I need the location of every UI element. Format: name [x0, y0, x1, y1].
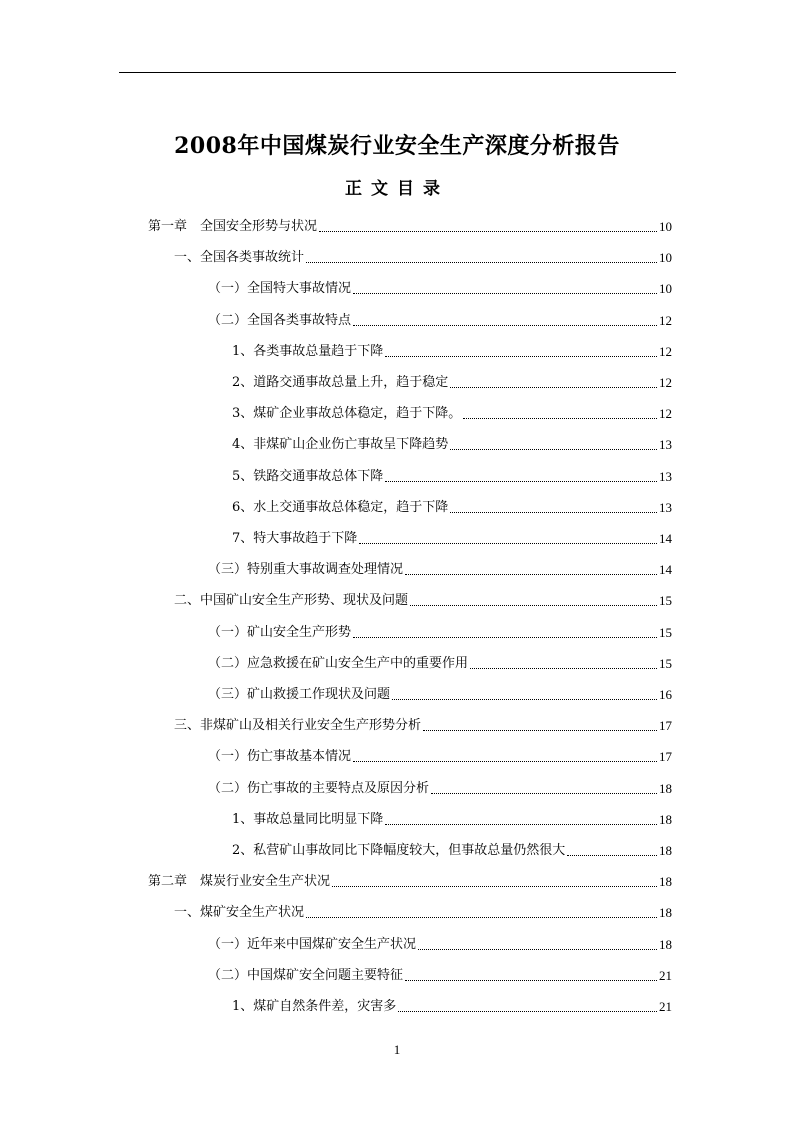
toc-entry-page: 18: [659, 937, 672, 952]
toc-entry-label: （二）应急救援在矿山安全生产中的重要作用: [208, 656, 469, 671]
toc-entry-label: （二）中国煤矿安全问题主要特征: [208, 968, 404, 983]
toc-entry-page: 17: [659, 749, 672, 764]
toc-entry[interactable]: [208, 273, 672, 297]
toc-entry-label: 1、事故总量同比明显下降: [232, 812, 384, 827]
toc-entry-page: 13: [659, 469, 672, 484]
toc-entry-label: 3、煤矿企业事故总体稳定，趋于下降。: [232, 406, 462, 421]
toc-entry-label: （一）全国特大事故情况: [208, 281, 352, 296]
toc-entry-label: （三）矿山救援工作现状及问题: [208, 687, 391, 702]
toc-entry[interactable]: [232, 367, 672, 391]
toc-entry-label: 6、水上交通事故总体稳定，趋于下降: [232, 500, 449, 515]
toc-dot-leader: [450, 387, 657, 388]
toc-dot-leader: [385, 824, 657, 825]
toc-entry-page: 10: [659, 281, 672, 296]
toc-entry-page: 15: [659, 656, 672, 671]
toc-entry-label: 一、煤矿安全生产状况: [174, 905, 305, 920]
toc-entry[interactable]: [232, 429, 672, 453]
toc-entry[interactable]: [208, 929, 672, 953]
toc-entry[interactable]: [174, 242, 672, 266]
toc-entry[interactable]: [232, 398, 672, 422]
toc-entry-page: 21: [659, 999, 672, 1014]
toc-entry[interactable]: [208, 773, 672, 797]
toc-dot-leader: [418, 949, 657, 950]
toc-entry-page: 18: [659, 905, 672, 920]
toc-entry-label: 7、特大事故趋于下降: [232, 531, 358, 546]
toc-entry-page: 18: [659, 781, 672, 796]
toc-dot-leader: [392, 699, 657, 700]
toc-entry[interactable]: [232, 991, 672, 1015]
toc-entry[interactable]: [174, 585, 672, 609]
toc-dot-leader: [450, 512, 657, 513]
toc-entry[interactable]: [208, 679, 672, 703]
toc-entry-page: 14: [659, 562, 672, 577]
toc-entry-label: （一）矿山安全生产形势: [208, 625, 352, 640]
toc-dot-leader: [353, 325, 657, 326]
toc-entry[interactable]: [232, 492, 672, 516]
toc-entry[interactable]: [232, 461, 672, 485]
toc-entry-page: 12: [659, 313, 672, 328]
toc-dot-leader: [359, 543, 657, 544]
toc-entry-page: 15: [659, 593, 672, 608]
toc-entry-page: 10: [659, 250, 672, 265]
toc-dot-leader: [567, 855, 657, 856]
toc-entry-page: 18: [659, 843, 672, 858]
toc-entry[interactable]: [174, 710, 672, 734]
toc-dot-leader: [319, 231, 657, 232]
toc-entry-label: 二、中国矿山安全生产形势、现状及问题: [174, 593, 409, 608]
toc-entry[interactable]: [232, 523, 672, 547]
toc-dot-leader: [353, 761, 657, 762]
toc-entry[interactable]: [232, 336, 672, 360]
toc-dot-leader: [353, 637, 657, 638]
toc-entry-label: （二）全国各类事故特点: [208, 313, 352, 328]
toc-entry-page: 13: [659, 500, 672, 515]
toc-entry-label: （三）特别重大事故调查处理情况: [208, 562, 404, 577]
toc-dot-leader: [431, 793, 657, 794]
toc-dot-leader: [332, 886, 657, 887]
document-title: 2008年中国煤炭行业安全生产深度分析报告: [174, 133, 620, 159]
toc-entry[interactable]: [208, 741, 672, 765]
toc-entry[interactable]: [174, 897, 672, 921]
toc-dot-leader: [410, 605, 657, 606]
toc-dot-leader: [306, 262, 657, 263]
toc-dot-leader: [306, 917, 657, 918]
toc-dot-leader: [405, 980, 657, 981]
toc-entry-label: 1、煤矿自然条件差，灾害多: [232, 999, 397, 1014]
toc-dot-leader: [405, 574, 657, 575]
toc-entry-page: 12: [659, 344, 672, 359]
toc-entry-page: 12: [659, 375, 672, 390]
toc-entry[interactable]: [208, 648, 672, 672]
toc-entry-label: 一、全国各类事故统计: [174, 250, 305, 265]
toc-entry-label: 2、私营矿山事故同比下降幅度较大，但事故总量仍然很大: [232, 843, 566, 858]
toc-entry-page: 16: [659, 687, 672, 702]
toc-entry-page: 21: [659, 968, 672, 983]
toc-dot-leader: [353, 293, 657, 294]
toc-entry-label: 第一章 全国安全形势与状况: [148, 219, 318, 234]
toc-entry[interactable]: [208, 554, 672, 578]
toc-entry-label: （二）伤亡事故的主要特点及原因分析: [208, 781, 430, 796]
page-number: 1: [393, 1042, 401, 1057]
toc-entry-page: 18: [659, 812, 672, 827]
toc-entry[interactable]: [148, 866, 672, 890]
toc-entry-label: （一）近年来中国煤矿安全生产状况: [208, 937, 417, 952]
toc-entry-page: 14: [659, 531, 672, 546]
toc-entry[interactable]: [208, 960, 672, 984]
toc-dot-leader: [463, 418, 657, 419]
toc-entry-page: 18: [659, 874, 672, 889]
toc-entry-page: 15: [659, 625, 672, 640]
toc-dot-leader: [450, 449, 657, 450]
toc-entry[interactable]: [232, 804, 672, 828]
toc-entry[interactable]: [232, 835, 672, 859]
toc-entry-page: 10: [659, 219, 672, 234]
toc-entry-label: 第二章 煤炭行业安全生产状况: [148, 874, 331, 889]
toc-dot-leader: [385, 481, 657, 482]
toc-dot-leader: [398, 1011, 657, 1012]
toc-entry-label: 三、非煤矿山及相关行业安全生产形势分析: [174, 718, 422, 733]
toc-entry-page: 17: [659, 718, 672, 733]
toc-entry[interactable]: [208, 617, 672, 641]
toc-entry[interactable]: [208, 305, 672, 329]
toc-dot-leader: [470, 668, 657, 669]
toc-entry-label: 5、铁路交通事故总体下降: [232, 469, 384, 484]
toc-entry-label: 1、各类事故总量趋于下降: [232, 344, 384, 359]
header-rule: [119, 72, 676, 73]
toc-entry-label: 2、道路交通事故总量上升，趋于稳定: [232, 375, 449, 390]
toc-entry[interactable]: [148, 211, 672, 235]
toc-entry-label: （一）伤亡事故基本情况: [208, 749, 352, 764]
toc-entry-page: 12: [659, 406, 672, 421]
toc-dot-leader: [385, 356, 657, 357]
toc-dot-leader: [423, 730, 657, 731]
toc-entry-page: 13: [659, 437, 672, 452]
toc-entry-label: 4、非煤矿山企业伤亡事故呈下降趋势: [232, 437, 449, 452]
toc-heading: 正文目录: [345, 179, 449, 199]
